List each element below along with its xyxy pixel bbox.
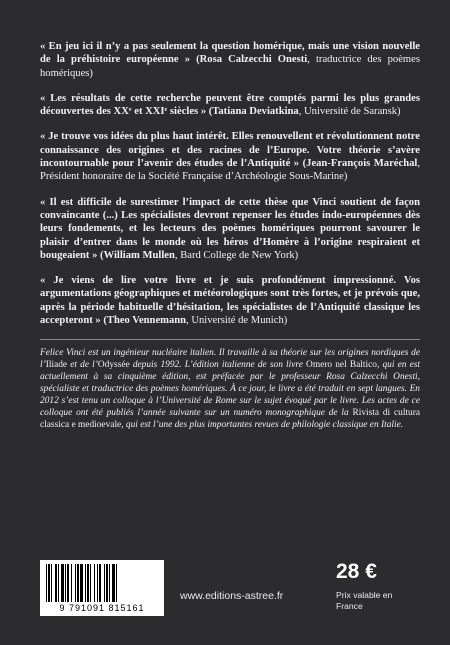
quote-text: « Je trouve vos idées du plus haut intérêt. Elles renouvellent et révolutionnent notre connaissance des origines et des racines de l’Europe. Votre théorie s’avère incontournable pour l’avenir des études de l’Antiquité » ( bbox=[40, 131, 420, 170]
isbn-barcode bbox=[40, 560, 164, 616]
price-note: Prix valable en France bbox=[336, 590, 393, 611]
quote-author: Jean-François Maréchal bbox=[306, 158, 418, 170]
quote-3 bbox=[40, 130, 420, 183]
book-title: Omero nel Baltico bbox=[306, 360, 377, 371]
quote-author: Theo Vennemann bbox=[106, 315, 187, 327]
quote-2 bbox=[40, 92, 420, 119]
quote-5 bbox=[40, 274, 420, 327]
price: 28 € bbox=[336, 560, 377, 583]
publisher-website[interactable]: www.editions-astree.fr bbox=[180, 590, 284, 602]
quote-affiliation: , traductrice des poèmes homériques) bbox=[40, 54, 420, 79]
quote-4 bbox=[40, 196, 420, 262]
quote-affiliation: , Université de Munich) bbox=[186, 315, 288, 327]
quote-1 bbox=[40, 40, 420, 80]
quote-text: « Je viens de lire votre livre et je suis profondément impressionné. Vos argumentations géographiques et météorologiques sont très fortes, et je prévois que, après la période habituelle d’hésitation, les spécialistes de l’Antiquité classique les accepteront » ( bbox=[40, 275, 420, 327]
quote-author: Rosa Calzecchi Onesti bbox=[199, 54, 308, 66]
isbn-number: 9 791091 815161 bbox=[59, 603, 145, 613]
author-bio: Felice Vinci est un ingénieur nucléaire italien. Il travaille à sa théorie sur les origines nordiques de l’Iliade et de l’Odyssée depuis 1992. L’édition italienne de son livre Omero nel Baltico, qui en est actuellement à sa cinquième édition, est préfacée par le professeur Rosa Calzecchi Onesti, spécialiste et traductrice des poèmes homériques. À ce jour, le livre a été traduit en sept langues. En 2012 s’est tenu un colloque à l’Université de Rome sur le sujet évoqué par le livre. Les actes de ce colloque ont été publiés l’année suivante sur un numéro monographique de la Rivista di cultura classica e medioevale, qui est l’une des plus importantes revues de philologie classique en Italie. bbox=[40, 348, 421, 430]
divider bbox=[40, 339, 420, 340]
quote-affiliation: , Université de Saransk) bbox=[298, 106, 401, 118]
quote-affiliation: , Président honoraire de la Société Française d’Archéologie Sous-Marine) bbox=[40, 158, 420, 183]
barcode-bar bbox=[116, 564, 117, 602]
quote-affiliation: , Bard College de New York) bbox=[174, 249, 299, 261]
quote-author: Tatiana Deviatkina bbox=[212, 106, 299, 118]
quote-text: « En jeu ici il n’y a pas seulement la question homérique, mais une vision nouvelle de la préhistoire européenne » ( bbox=[40, 41, 420, 66]
quote-text: « Les résultats de cette recherche peuvent être comptés parmi les plus grandes découvertes des XXᵉ et XXIᵉ siècles » ( bbox=[40, 92, 420, 118]
barcode-bars bbox=[46, 564, 158, 602]
quote-text: « Il est difficile de surestimer l’impact de cette thèse que Vinci soutient de façon convaincante (...) Les spécialistes devront repenser les études indo-européennes dès leurs fondements, et les lecteurs des poèmes homériques pourront savourer le plaisir d’entrer dans le monde où les héros d’Homère à l’origine respiraient et bougeaient » ( bbox=[40, 196, 420, 261]
quote-author: William Mullen bbox=[103, 249, 175, 261]
cover-footer bbox=[40, 560, 420, 615]
journal-title: Rivista di cultura classica e medioevale bbox=[40, 407, 421, 430]
